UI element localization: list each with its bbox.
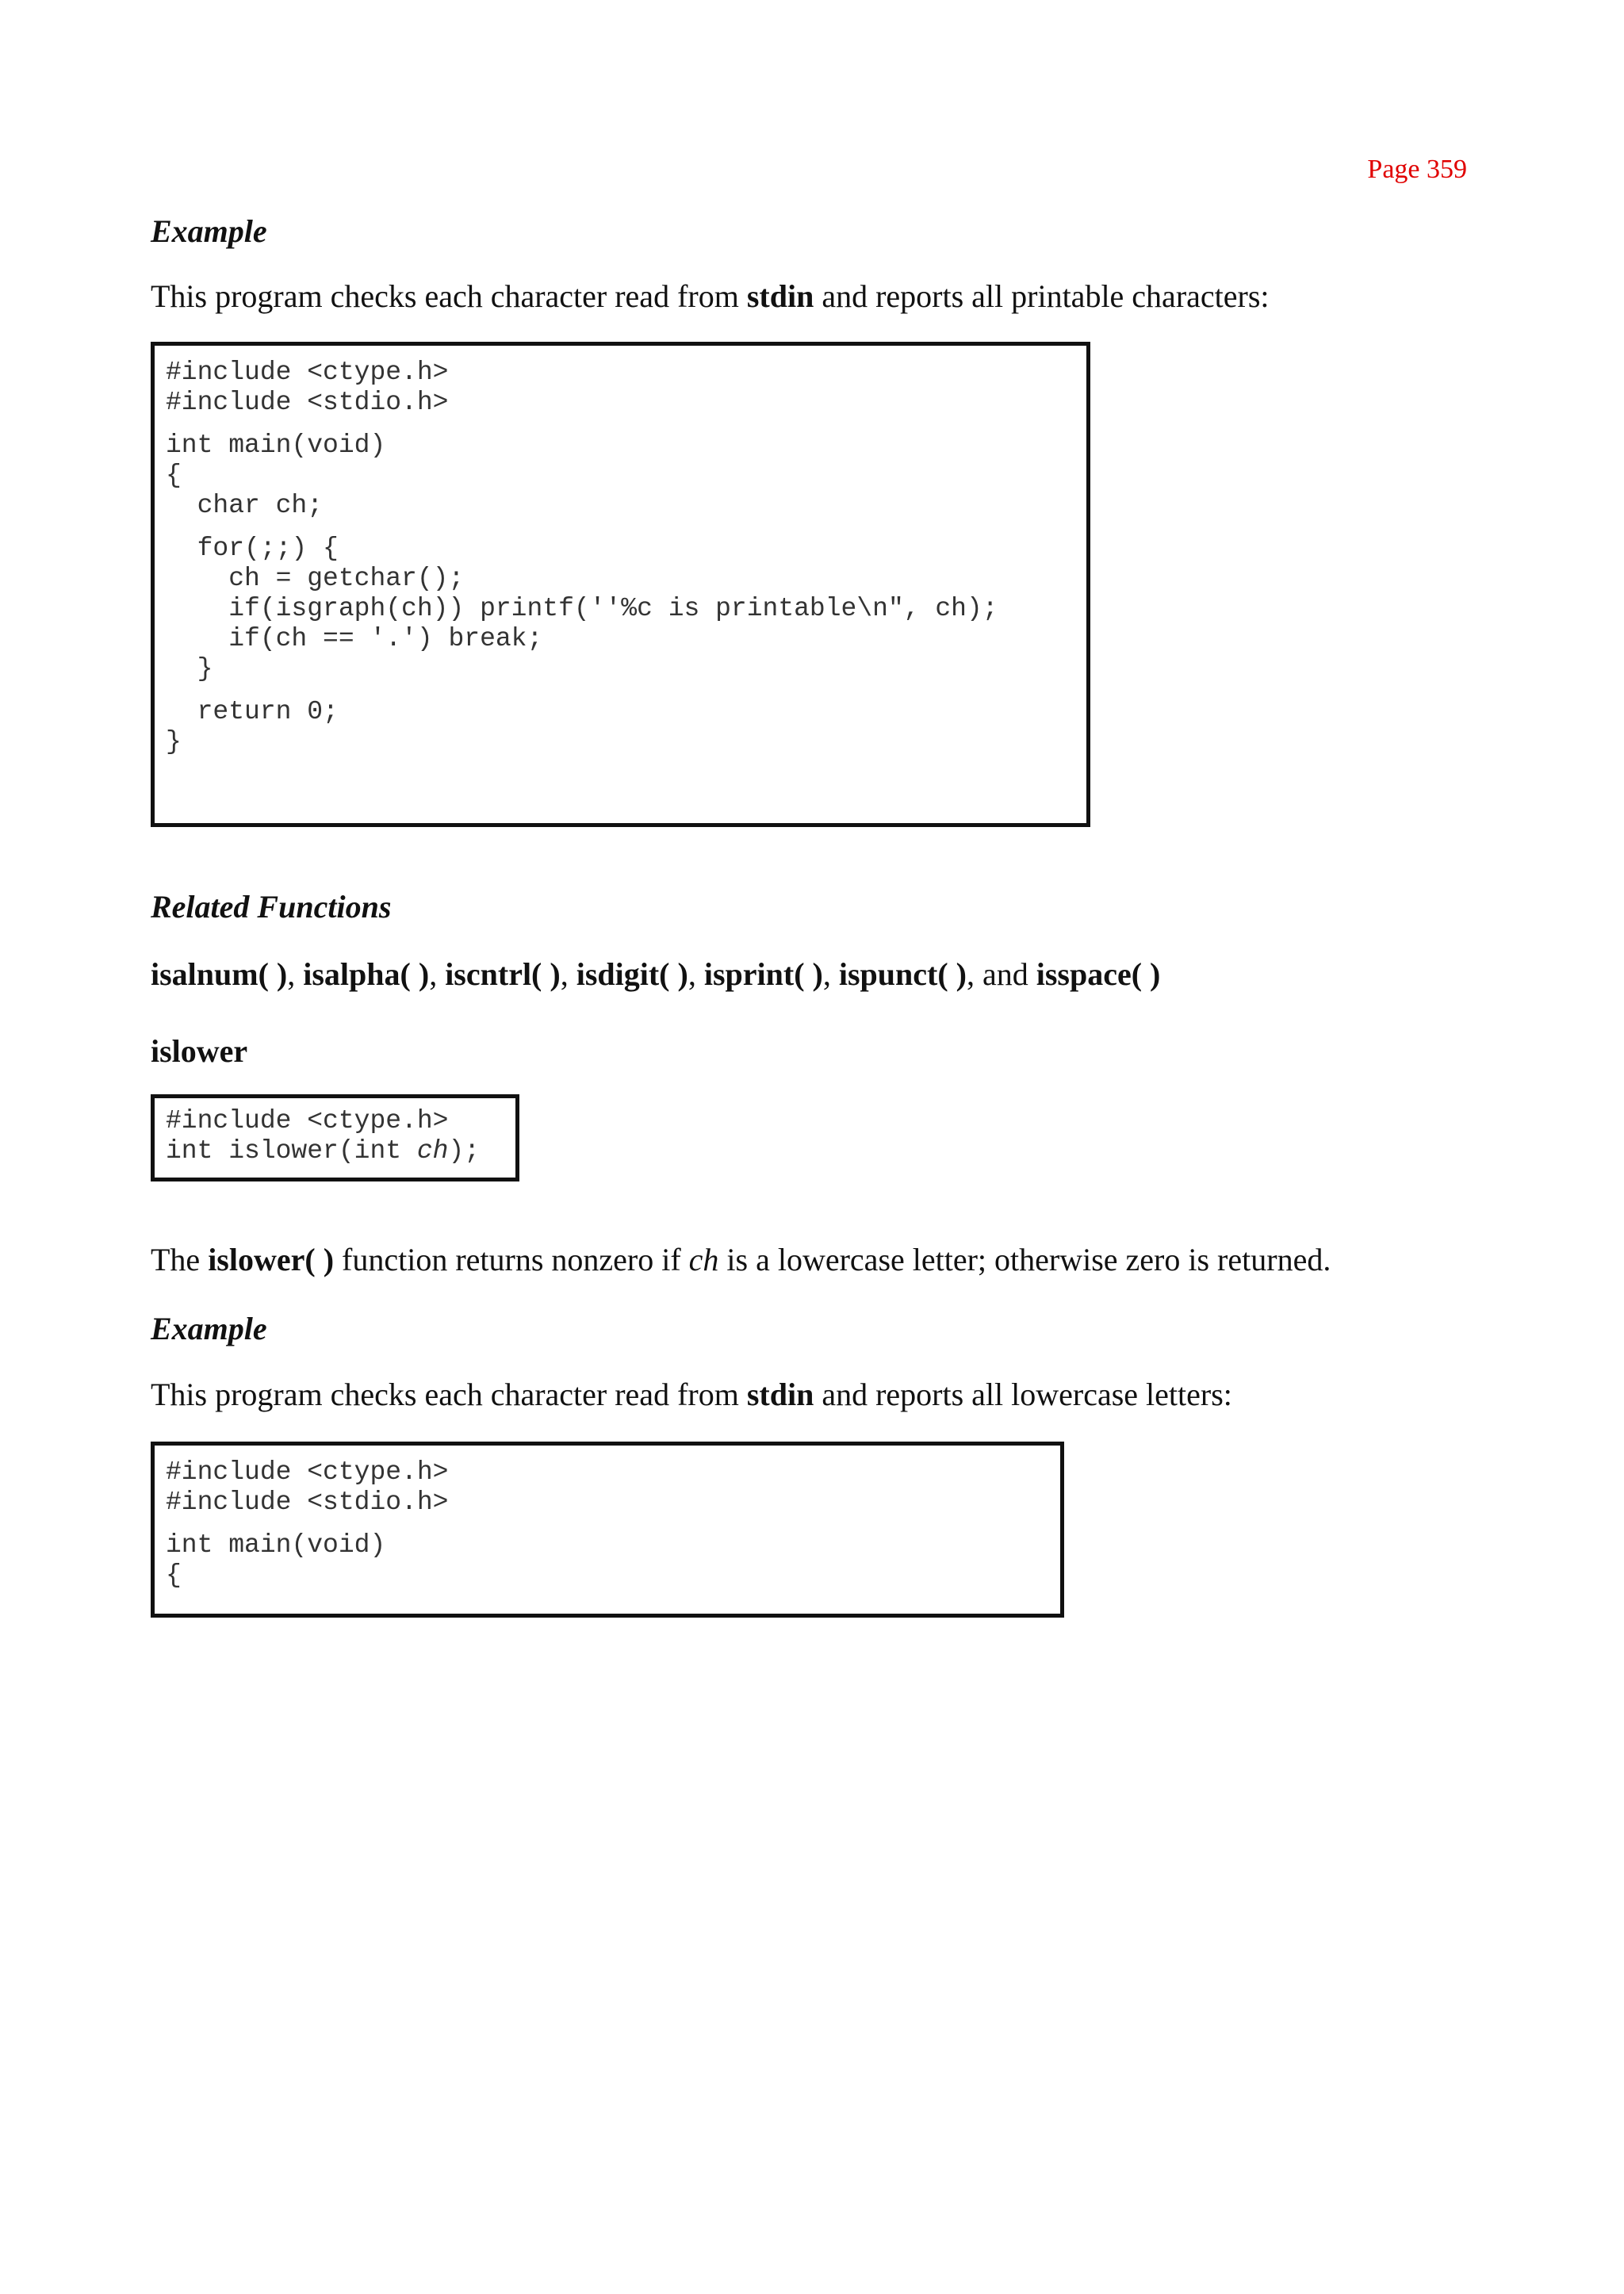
code-line: {	[166, 1561, 182, 1590]
intro-text-after: and reports all printable characters:	[814, 278, 1270, 314]
page-number: Page 359	[1367, 155, 1467, 184]
prototype-include: #include <ctype.h>	[166, 1106, 449, 1136]
code-block-islower-example	[151, 1442, 1064, 1618]
list-separator: ,	[560, 956, 576, 992]
list-separator: ,	[287, 956, 304, 992]
list-separator: , and	[966, 956, 1036, 992]
example-intro-1	[151, 278, 1270, 315]
code-block-isgraph-example	[151, 342, 1090, 827]
code-line: int main(void)	[166, 1530, 386, 1560]
related-function-name: isdigit( )	[576, 956, 688, 992]
related-function-name: isalnum( )	[151, 956, 288, 992]
related-function-name: isalpha( )	[303, 956, 430, 992]
code-line: }	[166, 654, 213, 684]
code-line: if(ch == '.') break;	[166, 624, 543, 653]
code-line	[166, 1518, 1060, 1530]
code-listing	[166, 358, 1086, 757]
example-heading-1: Example	[151, 213, 267, 249]
related-function-name: isprint( )	[703, 956, 823, 992]
prototype-box-islower	[151, 1094, 519, 1181]
code-line: }	[166, 727, 182, 756]
code-line: int main(void)	[166, 431, 386, 460]
code-line: #include <ctype.h>	[166, 358, 449, 387]
prototype-code	[166, 1106, 515, 1166]
code-line: #include <ctype.h>	[166, 1457, 449, 1487]
desc-mid: function returns nonzero if	[334, 1242, 689, 1277]
function-title-islower: islower	[151, 1033, 248, 1069]
desc-param: ch	[688, 1242, 719, 1277]
prototype-sig-after: );	[448, 1136, 481, 1166]
prototype-param: ch	[416, 1136, 449, 1166]
related-functions-list	[151, 956, 1160, 993]
related-function-name: isspace( )	[1036, 956, 1161, 992]
related-function-name: iscntrl( )	[445, 956, 561, 992]
islower-description	[151, 1241, 1331, 1278]
code-line	[166, 418, 1086, 431]
code-line	[166, 684, 1086, 697]
code-line: #include <stdio.h>	[166, 1488, 449, 1517]
list-separator: ,	[429, 956, 446, 992]
desc-the: The	[151, 1242, 209, 1277]
intro-text-after: and reports all lowercase letters:	[814, 1377, 1232, 1412]
code-line: char ch;	[166, 491, 324, 520]
related-functions-heading: Related Functions	[151, 889, 392, 925]
desc-end: is a lowercase letter; otherwise zero is returned.	[718, 1242, 1331, 1277]
code-line	[166, 521, 1086, 534]
code-line: for(;;) {	[166, 534, 339, 563]
intro-text-before: This program checks each character read from	[151, 278, 747, 314]
code-line: ch = getchar();	[166, 564, 465, 593]
prototype-sig-before: int islower(int	[166, 1136, 417, 1166]
stdin-keyword: stdin	[746, 278, 814, 314]
intro-text-before: This program checks each character read from	[151, 1377, 747, 1412]
list-separator: ,	[688, 956, 704, 992]
example-heading-2: Example	[151, 1311, 267, 1346]
code-listing	[166, 1457, 1060, 1591]
example-intro-2	[151, 1376, 1232, 1413]
desc-function-name: islower( )	[208, 1242, 335, 1277]
stdin-keyword: stdin	[746, 1377, 814, 1412]
code-line: #include <stdio.h>	[166, 388, 449, 417]
list-separator: ,	[822, 956, 839, 992]
related-function-name: ispunct( )	[838, 956, 967, 992]
code-line: return 0;	[166, 697, 339, 726]
code-line: {	[166, 461, 182, 490]
code-line: if(isgraph(ch)) printf(''%c is printable\n", ch);	[166, 594, 998, 623]
